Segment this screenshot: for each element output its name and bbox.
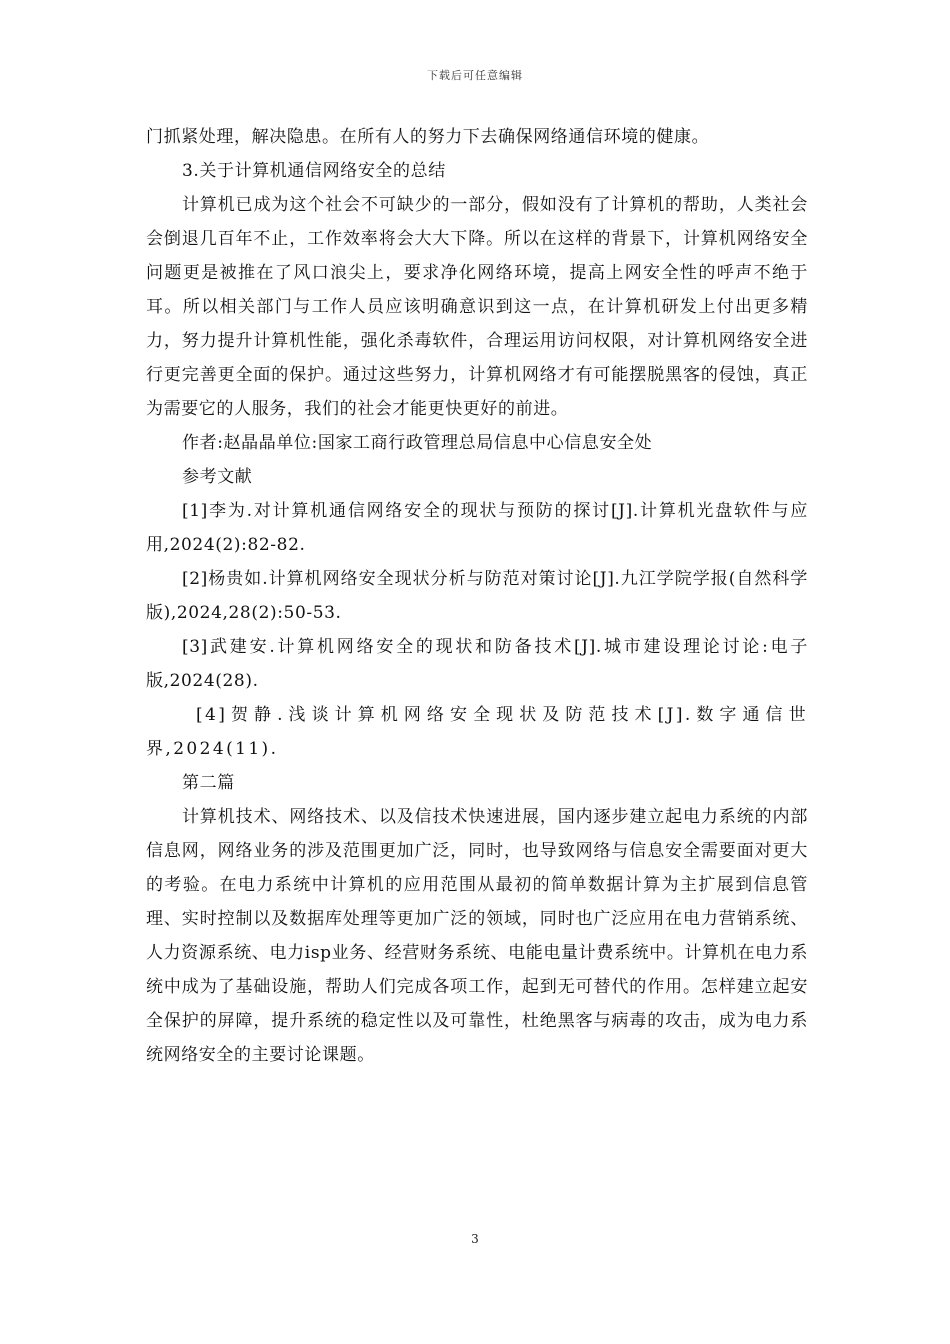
document-body — [146, 120, 808, 1072]
reference-item: [4]贺静.浅谈计算机网络安全现状及防范技术[J].数字通信世界,2024(11). — [146, 705, 808, 759]
reference-item: [1]李为.对计算机通信网络安全的现状与预防的探讨[J].计算机光盘软件与应用,2024(2):82-82. — [146, 501, 808, 555]
paragraph-intro: 计算机技术、网络技术、以及信技术快速进展，国内逐步建立起电力系统的内部信息网，网络业务的涉及范围更加广泛，同时，也导致网络与信息安全需要面对更大的考验。在电力系统中计算机的应用范围从最初的简单数据计算为主扩展到信息管理、实时控制以及数据库处理等更加广泛的领域，同时也广泛应用在电力营销系统、人力资源系统、电力isp业务、经营财务系统、电能电量计费系统中。计算机在电力系统中成为了基础设施，帮助人们完成各项工作，起到无可替代的作用。怎样建立起安全保护的屏障，提升系统的稳定性以及可靠性，杜绝黑客与病毒的攻击，成为电力系统网络安全的主要讨论课题。 — [146, 807, 808, 1065]
author-line: 作者:赵晶晶单位:国家工商行政管理总局信息中心信息安全处 — [182, 433, 653, 453]
reference-item: [3]武建安.计算机网络安全的现状和防备技术[J].城市建设理论讨论:电子版,2024(28). — [146, 637, 808, 691]
page-header: 下载后可任意编辑 — [427, 69, 523, 82]
page-number: 3 — [471, 1232, 479, 1246]
references-heading: 参考文献 — [182, 467, 253, 487]
paragraph-continuation: 门抓紧处理，解决隐患。在所有人的努力下去确保网络通信环境的健康。 — [146, 127, 710, 147]
paragraph-summary: 计算机已成为这个社会不可缺少的一部分，假如没有了计算机的帮助，人类社会会倒退几百年不止，工作效率将会大大下降。所以在这样的背景下，计算机网络安全问题更是被推在了风口浪尖上，要求净化网络环境，提高上网安全性的呼声不绝于耳。所以相关部门与工作人员应该明确意识到这一点，在计算机研发上付出更多精力，努力提升计算机性能，强化杀毒软件，合理运用访问权限，对计算机网络安全进行更完善更全面的保护。通过这些努力，计算机网络才有可能摆脱黑客的侵蚀，真正为需要它的人服务，我们的社会才能更快更好的前进。 — [146, 195, 808, 419]
part-heading: 第二篇 — [182, 773, 235, 793]
reference-item: [2]杨贵如.计算机网络安全现状分析与防范对策讨论[J].九江学院学报(自然科学版),2024,28(2):50-53. — [146, 569, 808, 623]
section-heading: 3.关于计算机通信网络安全的总结 — [182, 161, 446, 181]
